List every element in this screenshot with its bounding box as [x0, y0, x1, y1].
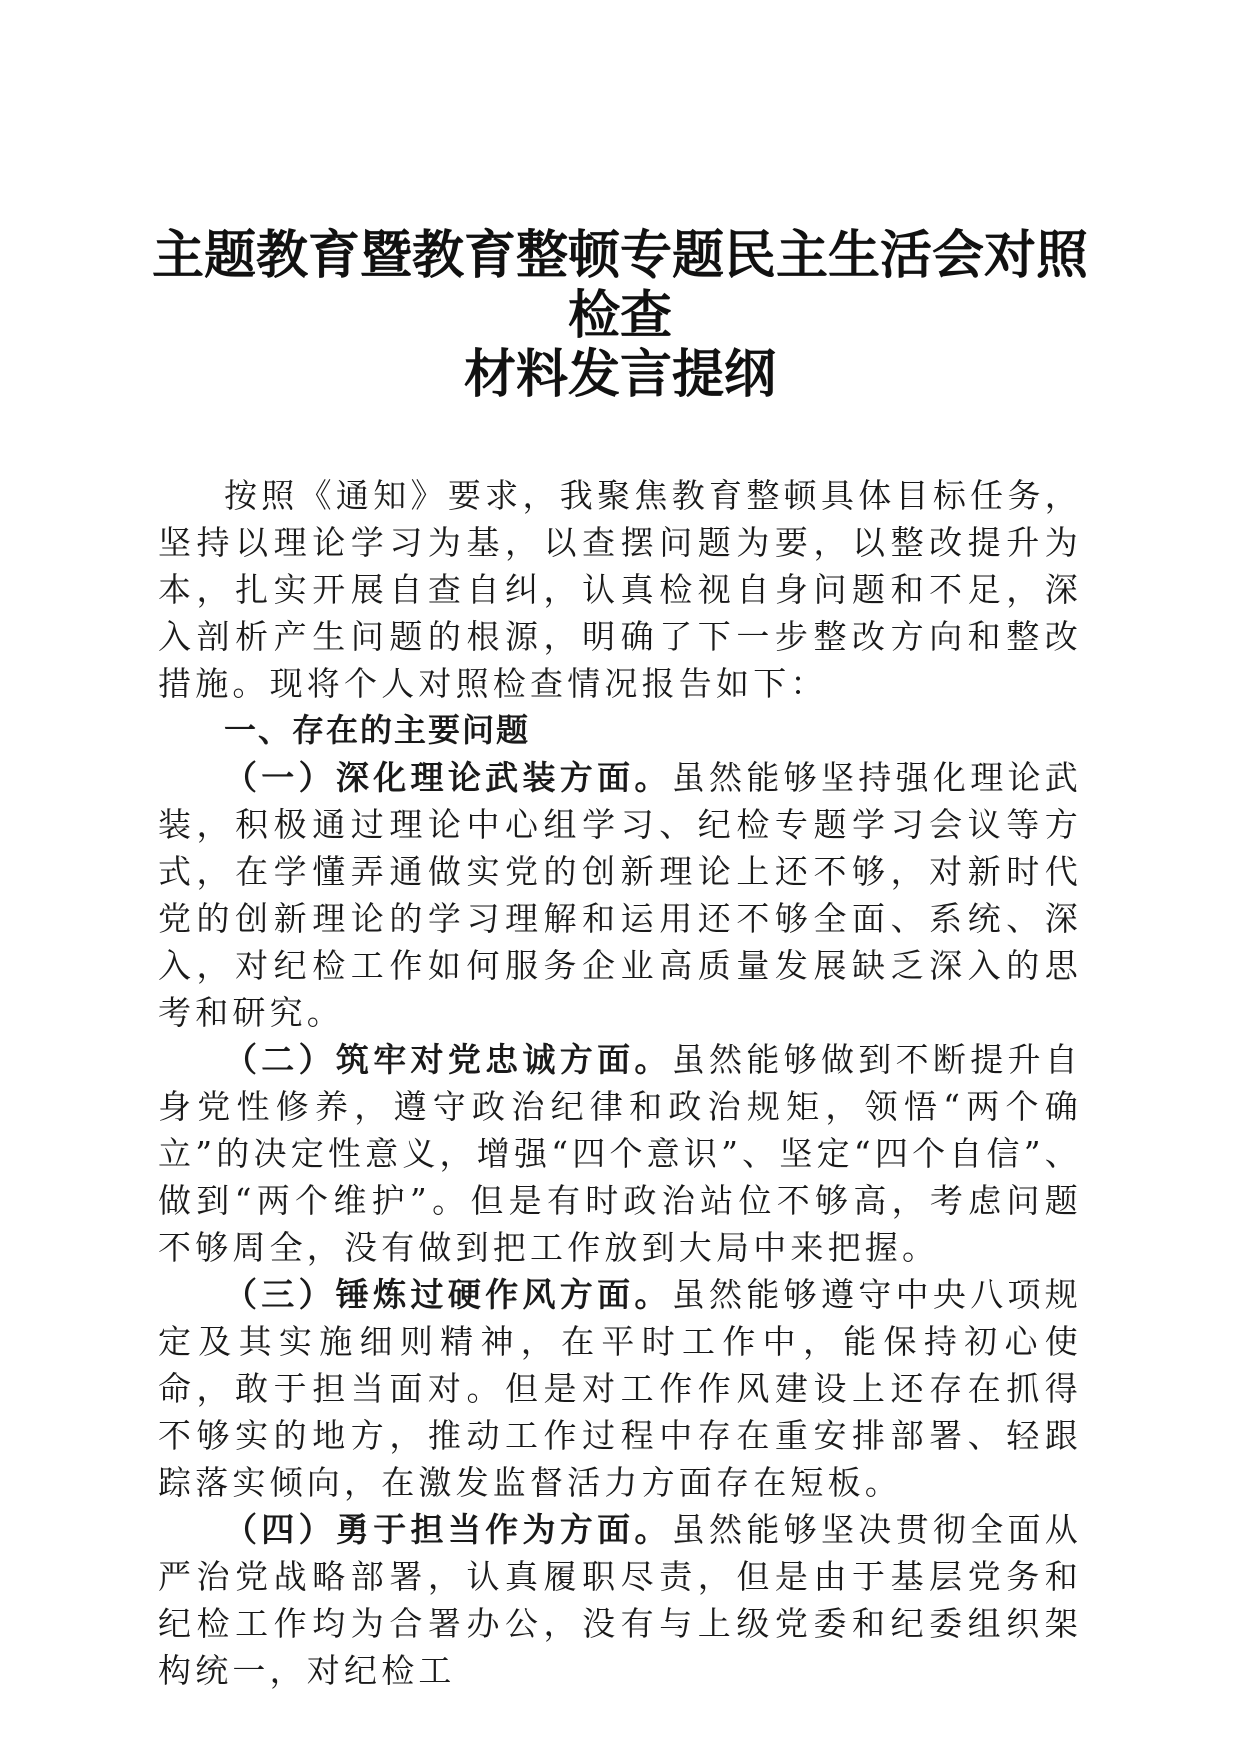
document-title-line-1: 主题教育暨教育整顿专题民主生活会对照检查 [151, 225, 1088, 346]
intro-paragraph: 按照《通知》要求，我聚焦教育整顿具体目标任务，坚持以理论学习为基，以查摆问题为要，以整改提升为本，扎实开展自查自纠，认真检视自身问题和不足，深入剖析产生问题的根源，明确了下一步整改方向和整改措施。现将个人对照检查情况报告如下： [158, 476, 1082, 703]
document-title-line-2: 材料发言提纲 [463, 344, 776, 405]
problem-item-3-text: 虽然能够遵守中央八项规定及其实施细则精神，在平时工作中，能保持初心使命，敢于担当面对。但是对工作作风建设上还存在抓得不够实的地方，推动工作过程中存在重安排部署、轻跟踪落实倾向，在激发监督活力方面存在短板。 [158, 1275, 1083, 1502]
document-body [158, 472, 1082, 1694]
problem-item-1 [158, 754, 1082, 1036]
problem-item-2 [158, 1036, 1082, 1271]
problem-item-4-lead: （四）勇于担当作为方面。 [224, 1510, 672, 1549]
problem-item-2-text: 虽然能够做到不断提升自身党性修养，遵守政治纪律和政治规矩，领悟“两个确立”的决定性意义，增强“四个意识”、坚定“四个自信”、做到“两个维护”。但是有时政治站位不够高，考虑问题不够周全，没有做到把工作放到大局中来把握。 [158, 1040, 1083, 1267]
problem-item-2-lead: （二）筑牢对党忠诚方面。 [224, 1040, 672, 1079]
problem-item-4-text: 虽然能够坚决贯彻全面从严治党战略部署，认真履职尽责，但是由于基层党务和纪检工作均为合署办公，没有与上级党委和纪委组织架构统一，对纪检工 [158, 1510, 1083, 1690]
section-heading-problems: 一、存在的主要问题 [224, 711, 531, 749]
problem-item-1-lead: （一）深化理论武装方面。 [224, 758, 672, 797]
problem-item-3-lead: （三）锤炼过硬作风方面。 [224, 1275, 672, 1314]
problem-item-4 [158, 1506, 1082, 1694]
problem-item-1-text: 虽然能够坚持强化理论武装，积极通过理论中心组学习、纪检专题学习会议等方式，在学懂弄通做实党的创新理论上还不够，对新时代党的创新理论的学习理解和运用还不够全面、系统、深入，对纪检工作如何服务企业高质量发展缺乏深入的思考和研究。 [158, 758, 1083, 1032]
problem-item-3 [158, 1271, 1082, 1506]
